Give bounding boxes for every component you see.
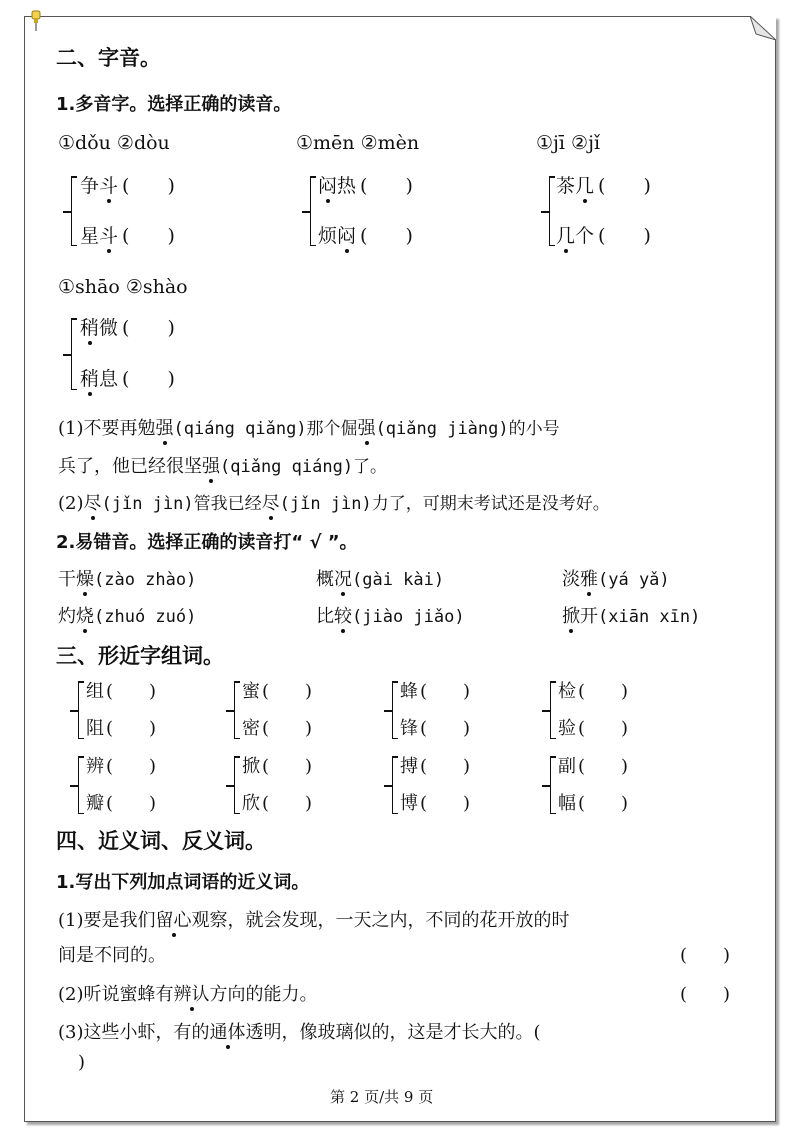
char-item: 密 ( ) bbox=[242, 718, 313, 739]
options-shao: ①shāo ②shào bbox=[58, 276, 188, 298]
char-item: 欣 ( ) bbox=[242, 793, 313, 814]
answer-blank[interactable]: ( ) bbox=[680, 984, 731, 1005]
q1-title: 1.多音字。选择正确的读音。 bbox=[56, 94, 292, 115]
section-3-title: 三、形近字组词。 bbox=[56, 644, 224, 668]
char-item: 副 ( ) bbox=[558, 756, 629, 777]
sec4-q1-title: 1.写出下列加点词语的近义词。 bbox=[56, 872, 310, 893]
section-2-title: 二、字音。 bbox=[56, 46, 161, 70]
word-zhengdou: 争斗 ( ) bbox=[80, 171, 175, 198]
error-item: 淡雅(yá yǎ) bbox=[562, 565, 670, 591]
page-curl-icon bbox=[750, 16, 776, 40]
error-item: 灼烧(zhuó zuó) bbox=[58, 602, 196, 628]
char-item: 蜂 ( ) bbox=[400, 681, 471, 702]
error-item: 概况(gài kài) bbox=[316, 565, 444, 591]
char-item: 检 ( ) bbox=[558, 681, 629, 702]
char-item: 幅 ( ) bbox=[558, 793, 629, 814]
char-item: 验 ( ) bbox=[558, 718, 629, 739]
char-item: 掀 ( ) bbox=[242, 756, 313, 777]
options-ji: ①jī ②jǐ bbox=[536, 132, 601, 154]
section-4-title: 四、近义词、反义词。 bbox=[56, 829, 266, 853]
options-dou: ①dǒu ②dòu bbox=[58, 132, 170, 154]
answer-blank[interactable]: ( ) bbox=[680, 945, 731, 966]
item-1-line-1: (1)要是我们留心观察，就会发现，一天之内，不同的花开放的时 bbox=[58, 906, 570, 932]
word-fanmen: 烦闷 ( ) bbox=[318, 221, 413, 248]
word-jige: 几个 ( ) bbox=[556, 221, 651, 248]
char-item: 辨 ( ) bbox=[86, 756, 157, 777]
sentence-1-line-2: 兵了，他已经很坚强(qiǎng qiáng)了。 bbox=[58, 452, 387, 478]
char-item: 博 ( ) bbox=[400, 793, 471, 814]
char-item: 搏 ( ) bbox=[400, 756, 471, 777]
item-2: (2)听说蜜蜂有辨认方向的能力。 bbox=[58, 980, 318, 1006]
error-item: 干燥(zào zhào) bbox=[58, 565, 196, 591]
word-chaji: 茶几 ( ) bbox=[556, 171, 651, 198]
char-item: 蜜 ( ) bbox=[242, 681, 313, 702]
page-footer: 第 2 页/共 9 页 bbox=[330, 1088, 434, 1106]
word-xingdou: 星斗 ( ) bbox=[80, 221, 175, 248]
pushpin-icon bbox=[30, 10, 42, 32]
char-item: 组 ( ) bbox=[86, 681, 157, 702]
char-item: 瓣 ( ) bbox=[86, 793, 157, 814]
error-item: 比较(jiào jiǎo) bbox=[316, 602, 465, 628]
q2-title: 2.易错音。选择正确的读音打“ √ ”。 bbox=[56, 532, 358, 553]
item-3: (3)这些小虾，有的通体透明，像玻璃似的，这是才长大的。( bbox=[58, 1018, 541, 1044]
word-menre: 闷热 ( ) bbox=[318, 171, 413, 198]
item-3-close: ) bbox=[78, 1052, 86, 1073]
item-1-line-2: 间是不同的。 bbox=[58, 945, 166, 966]
word-shaowei: 稍微 ( ) bbox=[80, 313, 175, 340]
sentence-2: (2)尽(jǐn jìn)管我已经尽(jǐn jìn)力了，可期末考试还是没考好。 bbox=[58, 489, 610, 515]
error-item: 掀开(xiān xīn) bbox=[562, 602, 700, 628]
options-men: ①mēn ②mèn bbox=[296, 132, 420, 154]
char-item: 锋 ( ) bbox=[400, 718, 471, 739]
sentence-1-line-1: (1)不要再勉强(qiáng qiǎng)那个倔强(qiǎng jiàng)的小号 bbox=[58, 414, 560, 440]
char-item: 阻 ( ) bbox=[86, 718, 157, 739]
word-shaoxi: 稍息 ( ) bbox=[80, 364, 175, 391]
